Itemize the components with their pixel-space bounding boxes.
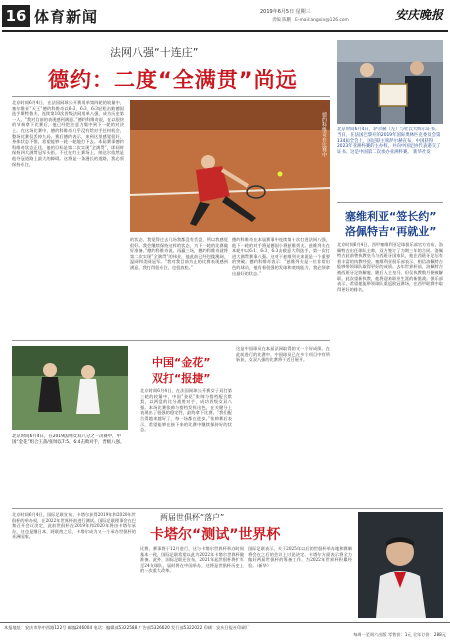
lead-rule <box>12 96 330 97</box>
page-number: 16 <box>2 5 30 27</box>
dateline: 2019年6月5日 星期三 <box>260 9 311 15</box>
lead-body-col3: 德约科维奇在本届赛事中连续第十次打进法网八强，他下一轮的对手将是德国小将兹维列夫。兹维列夫在本轮中以6:1、6:3、6:3击败意大利选手，第一次打进大满贯赛事八强。这对于兹维列夫来说是一个重要的突破。德约科维奇表示：“兹维列夫是一位非常出色的球员，他有着很强的发球和底线能力，我必须拿出最好的状态。” <box>232 237 330 276</box>
lead-body-col1: 北京时间6月4日，在法国网球公开赛男单第四轮的较量中，塞尔维亚“天王”德约科维奇以6:3、6:3、6:3轻松击败德国选手斯特鲁夫，连续第10次晋级法网男单八强，成为历史第一人。“我对目前的表现感到满意。”德约科维奇说，在以很快的节奏拿下比赛后，他已经把注意力集中到下一轮的对决上。在这场比赛中，德约科维奇几乎没有给对手任何机会，整场比赛仅丢掉九局。赛后德约表示，来到这里感觉很好，身体状态不错，希望能够一轮一轮地打下去。本届赛事德约科维奇状态正佳，他的目标是第二次实现“全满贯”，即同时保持四大满贯冠军头衔。不过在红土赛场上，纳达尔依然是他夺冠道路上最大的障碍。这将是一条漫长的道路，我必须保持专注。 <box>12 100 124 167</box>
footer-line-2: 每周一至周六出版 零售价：1元 全年订价：288元 <box>353 632 446 637</box>
ceremony-caption-text: 北京时间6月4日，萨尔赫（左）与杜氏大辉示证书。当日，在法国巴黎开的2019年国际奥林匹克委员会第134届全会上，国足联主席萨尔赫宣布，中国获得2023年亚洲杯赛的主办权，并向中国足协代表递交了证书。这是中国第二次承办亚洲杯赛。 <box>337 127 441 156</box>
coach-image <box>358 512 443 618</box>
ceremony-photo <box>337 40 443 124</box>
lead-photo <box>130 100 330 232</box>
editors: 责编 陈鹏 <box>272 18 291 23</box>
doubles-body-right: 这是中国球员在本届法网取得的又一个好成绩。在此前进行的比赛中，中国球员已在多个项目中有所斩获，女双八强的比赛将于近日展开。 <box>236 346 330 363</box>
ceremony-credit: 新华社发 <box>413 150 431 156</box>
editor-contact <box>272 17 349 23</box>
bottom-headline: 卡塔尔“测试”世界杯 <box>150 527 281 543</box>
blue-headline-1: 塞维利亚“签长约” <box>345 210 437 223</box>
tennis-player-image <box>130 100 330 232</box>
email: E-mail:angxin@126.com <box>295 18 349 23</box>
bottom-body-left: 北京时间6月4日，国际足联宣布，卡塔尔获得2019年和2020年世俱杯的举办权，在2022年世界杯前进行测试。国际足联理事会在巴黎召开会议决定，此前世俱杯在2019年和2020年将由卡塔尔承办，这也是继日本、阿联酋之后，卡塔尔成为又一个承办世俱杯的亚洲国家。 <box>12 512 136 540</box>
doubles-headline-2: 双打“报捷” <box>152 372 211 385</box>
masthead-rule <box>2 30 448 32</box>
masthead <box>0 0 450 30</box>
section-title: 体育新闻 <box>34 8 99 26</box>
lead-headline: 德约：二度“全满贯”尚远 <box>48 68 298 92</box>
mid-rule <box>12 340 330 341</box>
doubles-headline-1: 中国“金花” <box>152 356 211 369</box>
doubles-photo <box>12 346 128 430</box>
blue-story-body: 北京时间6月4日，西甲塞维利亚足球俱乐部官方宣布，洛佩特吉出任球队主帅，双方签订了为期三年的合同。洛佩特吉此前曾执教皇马与西班牙国家队，他在西班牙足坛有着丰富的执教经验。塞维利亚俱乐部表示，相信洛佩特吉能够带领球队取得更好的成绩。去年世界杯前，洛佩特吉被西班牙足协解雇，随后入主皇马，但仅执教数月便被解职。此次重新执教，他将迎来职业生涯的新挑战。俱乐部表示，希望他能带领球队重返欧冠赛场，在西甲联赛中取得更好的排名。 <box>337 242 443 292</box>
bottom-body-mid: 比赛，赛事将于12月进行，这与卡塔尔世界杯举办时间基本一致，国际足联希望以此为2022年卡塔尔世界杯做准备。此外，国际足联还宣布，2021年起世俱杯将扩军至24支球队，届时将在中国举办，这将是世俱杯历史上的一次重大改革。 <box>140 546 244 574</box>
newspaper-logo: 安庆晚报 <box>395 8 444 22</box>
doubles-caption: 北京时间6月4日，在2019法网女双八分之一决赛中，中国“金花”组合王蔷/张帅以7:5、6:4击败对手，晋级八强。 <box>12 434 125 445</box>
bottom-kicker: 两届世俱杯“落户” <box>160 513 225 522</box>
ceremony-caption <box>337 127 443 197</box>
lead-body-col2: 的状态，我觉得过去几场我都没有丢盘，所以我感觉很好。我会继续保持这样的状态，为下一轮的比赛做好准备。”德约科维奇说。再赢三场，德约科维奇就将第二次实现“全满贯”的伟业，他此前已经包揽澳网、温网和美网冠军。“我对我目前为止的比赛表现感到满意，我打得很专注，也很放松。” <box>130 237 228 270</box>
lead-kicker: 法网八强“十连庄” <box>110 46 199 59</box>
bottom-rule <box>12 508 443 509</box>
ceremony-image <box>337 40 443 124</box>
bottom-body-right: 国际足联表示，关于2025年以后的世俱杯举办地和赛制将会在之后的会议上讨论决定。卡塔尔方面表示将全力做好两届世俱杯的筹备工作，为2022年世界杯积累经验。（新华） <box>248 546 352 568</box>
footer-line-1: 本报地址：安庆市华中西路122号 邮编246004 电话：编辑部5322588 广告部5326620 发行部5322022 印刷：安庆日报社印刷厂 <box>4 625 250 630</box>
footer <box>0 622 450 640</box>
doubles-players-image <box>12 346 128 430</box>
doubles-body: 北京时间6月4日，在法国网球公开赛女子双打第三轮的较量中，中国“金花”张帅与搭档配合默契，以两盘的比分战胜对手，成功晋级女双八强。本场比赛张帅与搭档发挥出色，在关键分上表现出了很强的稳定性，最终拿下比赛。“我们配合得越来越好了，每一场都在进步。”张帅赛后表示，希望能够在接下来的比赛中继续保持好的状态。 <box>140 388 232 433</box>
coach-photo <box>358 512 443 618</box>
right-rule <box>337 202 443 203</box>
lead-photo-caption: 德约科维奇在比赛中 <box>321 112 327 157</box>
blue-headline-2: 洛佩特吉“再就业” <box>345 225 437 238</box>
